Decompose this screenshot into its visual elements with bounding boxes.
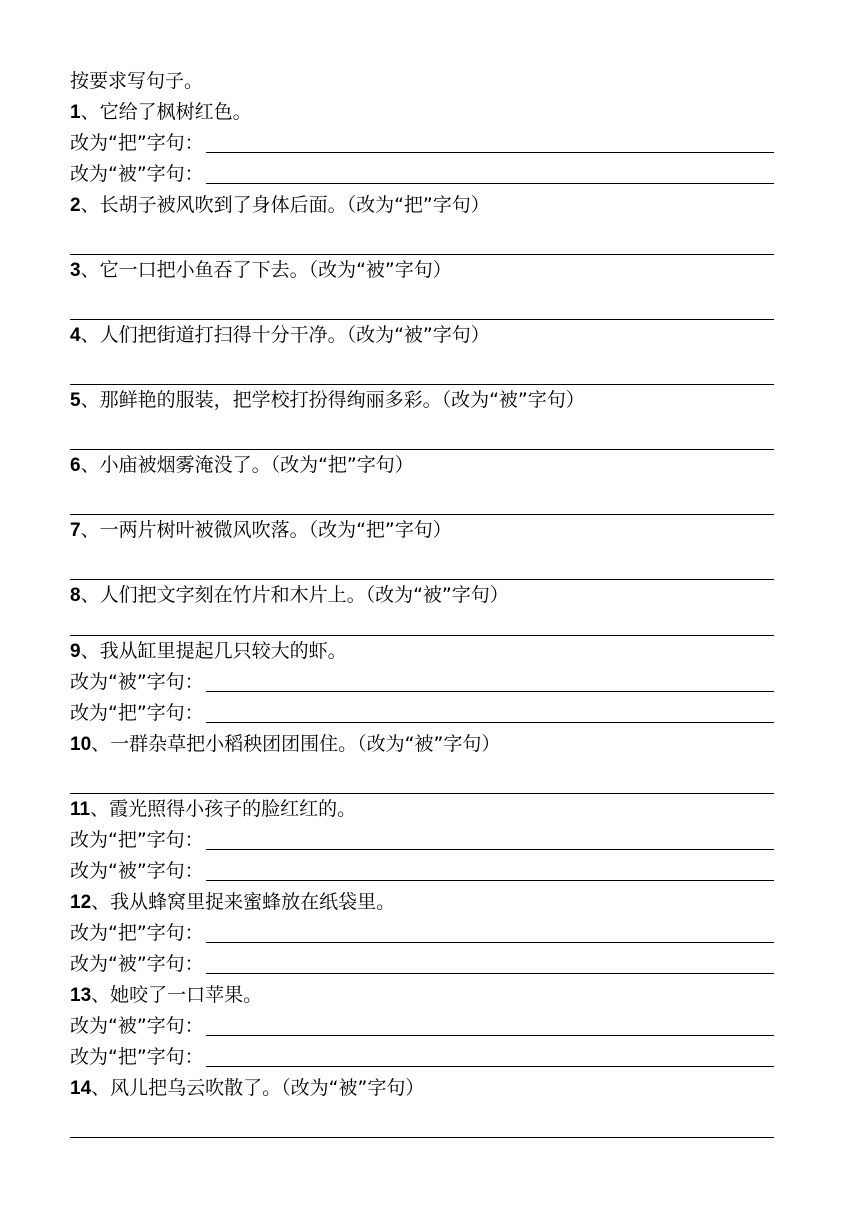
question-number: 9 [70, 641, 81, 662]
answer-label: 改为“被”字句： [70, 860, 204, 882]
question-text: 、她咬了一口苹果。 [91, 984, 263, 1006]
answer-line[interactable] [70, 764, 774, 794]
answer-blank[interactable] [206, 163, 774, 184]
answer-blank[interactable] [206, 132, 774, 153]
answer-blank[interactable] [206, 953, 774, 974]
answer-row-bei [70, 1015, 774, 1046]
answer-blank[interactable] [206, 922, 774, 943]
question-6 [70, 454, 774, 485]
question-number: 12 [70, 892, 92, 913]
question-number: 14 [70, 1078, 92, 1099]
question-2 [70, 194, 774, 225]
answer-label: 改为“把”字句： [70, 922, 204, 944]
question-text: 、小庙被烟雾淹没了。（改为“把”字句） [80, 454, 414, 476]
question-text: 、人们把文字刻在竹片和木片上。（改为“被”字句） [80, 584, 509, 606]
question-text: 、长胡子被风吹到了身体后面。（改为“把”字句） [80, 194, 490, 216]
answer-line[interactable] [70, 355, 774, 385]
question-1 [70, 101, 774, 132]
question-8 [70, 584, 774, 615]
answer-label: 改为“被”字句： [70, 953, 204, 975]
answer-line[interactable] [70, 225, 774, 255]
answer-label: 改为“被”字句： [70, 163, 204, 185]
worksheet-title: 按要求写句子。 [70, 70, 204, 92]
answer-line[interactable] [70, 420, 774, 450]
answer-row-ba [70, 922, 774, 953]
worksheet [70, 70, 774, 1142]
question-number: 7 [70, 520, 81, 541]
question-number: 13 [70, 985, 92, 1006]
answer-blank[interactable] [206, 702, 774, 723]
answer-row-bei [70, 163, 774, 194]
answer-label: 改为“被”字句： [70, 1015, 204, 1037]
question-11 [70, 798, 774, 829]
question-number: 3 [70, 260, 81, 281]
answer-row-ba [70, 829, 774, 860]
answer-label: 改为“把”字句： [70, 829, 204, 851]
answer-label: 改为“把”字句： [70, 702, 204, 724]
question-12 [70, 891, 774, 922]
question-9 [70, 640, 774, 671]
question-number: 8 [70, 585, 81, 606]
question-3 [70, 259, 774, 290]
answer-line[interactable] [70, 550, 774, 580]
answer-label: 改为“把”字句： [70, 1046, 204, 1068]
answer-row-bei [70, 671, 774, 702]
question-text: 、那鲜艳的服装，把学校打扮得绚丽多彩。（改为“被”字句） [80, 389, 585, 411]
answer-row-ba [70, 1046, 774, 1077]
answer-row-ba [70, 702, 774, 733]
question-text: 、它一口把小鱼吞了下去。（改为“被”字句） [80, 259, 452, 281]
question-number: 1 [70, 102, 81, 123]
question-number: 5 [70, 390, 81, 411]
question-text: 、它给了枫树红色。 [80, 101, 252, 123]
answer-line[interactable] [70, 290, 774, 320]
question-text: 、一两片树叶被微风吹落。（改为“把”字句） [80, 519, 452, 541]
question-13 [70, 984, 774, 1015]
question-number: 2 [70, 195, 81, 216]
answer-line[interactable] [70, 485, 774, 515]
answer-label: 改为“被”字句： [70, 671, 204, 693]
question-14 [70, 1077, 774, 1108]
answer-blank[interactable] [206, 671, 774, 692]
answer-label: 改为“把”字句： [70, 132, 204, 154]
question-number: 10 [70, 734, 92, 755]
question-10 [70, 733, 774, 764]
question-number: 4 [70, 325, 81, 346]
answer-line[interactable] [70, 615, 774, 636]
question-5 [70, 389, 774, 420]
answer-line[interactable] [70, 1108, 774, 1138]
question-4 [70, 324, 774, 355]
answer-blank[interactable] [206, 1015, 774, 1036]
question-text: 、我从蜂窝里捉来蜜蜂放在纸袋里。 [91, 891, 396, 913]
answer-blank[interactable] [206, 829, 774, 850]
question-number: 11 [70, 799, 91, 820]
question-text: 、我从缸里提起几只较大的虾。 [80, 640, 347, 662]
answer-row-bei [70, 953, 774, 984]
answer-row-ba [70, 132, 774, 163]
question-7 [70, 519, 774, 550]
answer-blank[interactable] [206, 860, 774, 881]
question-text: 、一群杂草把小稻秧团团围住。（改为“被”字句） [91, 733, 501, 755]
question-text: 、霞光照得小孩子的脸红红的。 [90, 798, 357, 820]
question-number: 6 [70, 455, 81, 476]
question-text: 、人们把街道打扫得十分干净。（改为“被”字句） [80, 324, 490, 346]
answer-row-bei [70, 860, 774, 891]
answer-blank[interactable] [206, 1046, 774, 1067]
question-text: 、风儿把乌云吹散了。（改为“被”字句） [91, 1077, 425, 1099]
